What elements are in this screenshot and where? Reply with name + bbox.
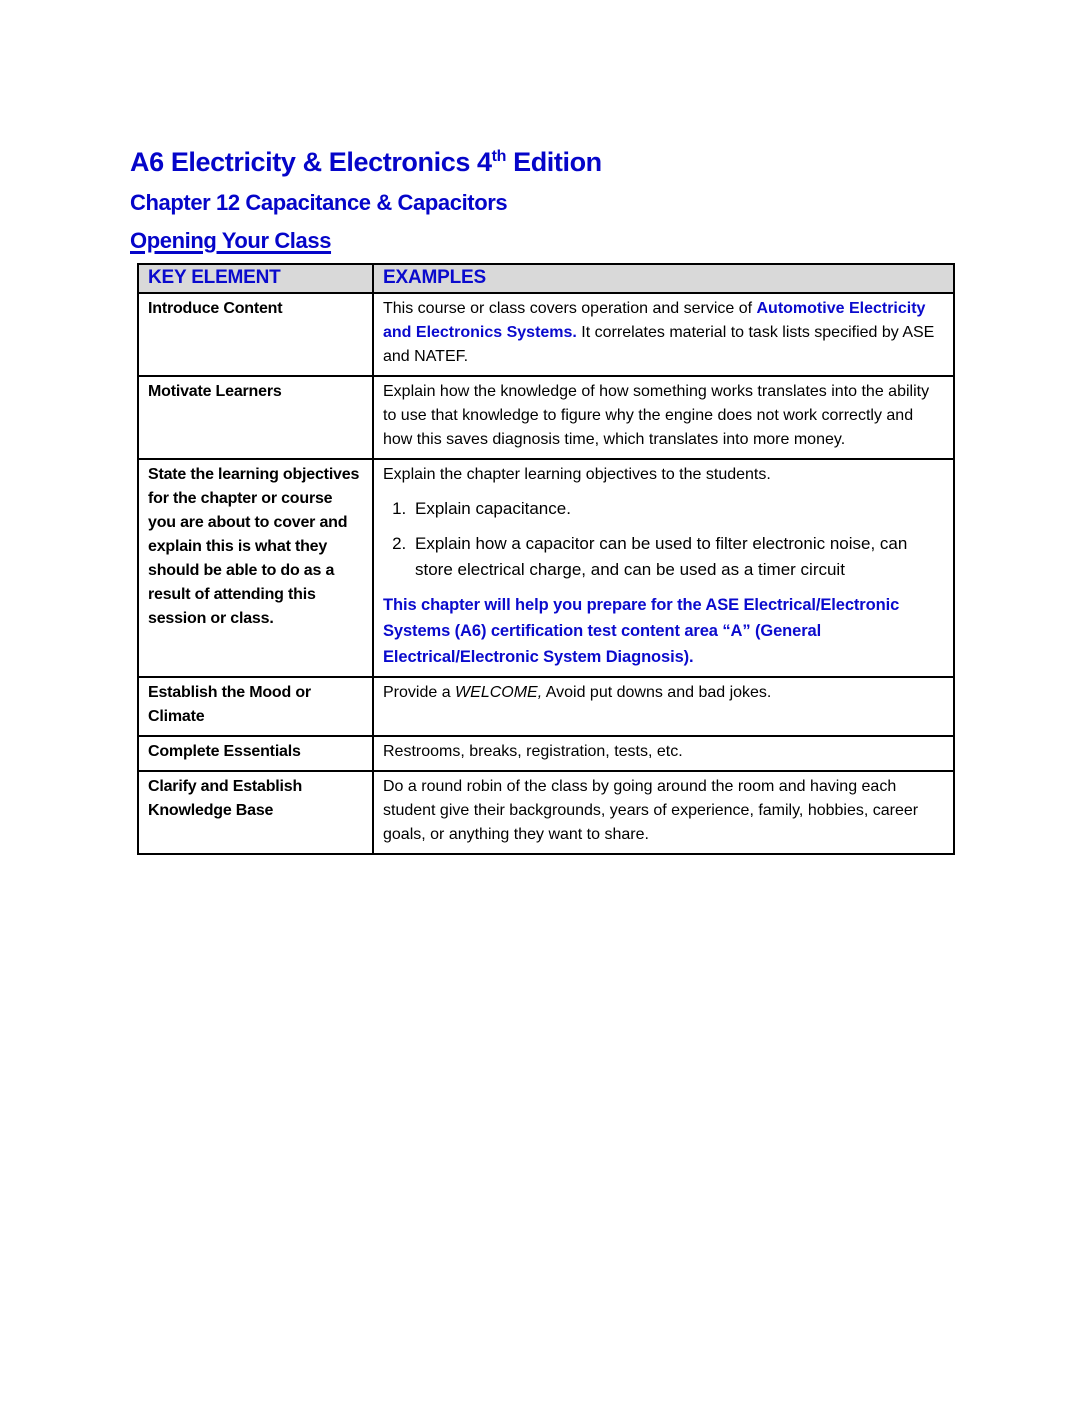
title-text: A6 Electricity & Electronics 4	[130, 147, 492, 177]
example-text: Avoid put downs and bad jokes.	[542, 684, 772, 701]
table-row-clarify-knowledge-base	[138, 771, 954, 854]
objectives-list	[386, 496, 943, 583]
table-header-row	[138, 264, 954, 293]
key-element-label: Complete Essentials	[138, 736, 373, 771]
table-row-introduce-content	[138, 293, 954, 376]
example-text: This course or class covers operation and service of	[383, 300, 757, 317]
example-text: It correlates material to task lists specified by ASE and NATEF.	[383, 324, 935, 365]
opening-class-table	[137, 263, 955, 855]
document-title	[130, 146, 955, 178]
key-element-label: State the learning objectives for the chapter or course you are about to cover and explain this is what they should be able to do as a result of attending this session or class.	[138, 459, 373, 677]
table-row-learning-objectives	[138, 459, 954, 677]
example-cell	[373, 677, 954, 736]
column-header-examples: EXAMPLES	[373, 264, 954, 293]
key-element-label: Clarify and Establish Knowledge Base	[138, 771, 373, 854]
table-row-establish-mood	[138, 677, 954, 736]
key-element-label: Establish the Mood or Climate	[138, 677, 373, 736]
example-cell: Restrooms, breaks, registration, tests, etc.	[373, 736, 954, 771]
example-cell: Do a round robin of the class by going around the room and having each student give their backgrounds, years of experience, family, hobbies, career goals, or anything they want to share.	[373, 771, 954, 854]
example-text: Provide a	[383, 684, 456, 701]
objective-item: 1. Explain capacitance.	[411, 496, 943, 522]
key-element-label: Introduce Content	[138, 293, 373, 376]
table-row-complete-essentials	[138, 736, 954, 771]
column-header-key-element: KEY ELEMENT	[138, 264, 373, 293]
chapter-heading: Chapter 12 Capacitance & Capacitors	[130, 190, 508, 215]
example-cell	[373, 293, 954, 376]
example-highlight-text: Automotive Electricity and Electronics Systems.	[383, 300, 926, 341]
title-tail: Edition	[505, 147, 602, 177]
example-cell	[373, 459, 954, 677]
table-row-motivate-learners	[138, 376, 954, 459]
section-heading: Opening Your Class	[130, 228, 332, 253]
example-cell: Explain how the knowledge of how something works translates into the ability to use that knowledge to figure why the engine does not work correctly and how this saves diagnosis time, which translates into more money.	[373, 376, 954, 459]
key-element-label: Motivate Learners	[138, 376, 373, 459]
ase-certification-note: This chapter will help you prepare for the ASE Electrical/Electronic Systems (A6) certification test content area “A” (General Electrical/Electronic System Diagnosis).	[383, 596, 900, 666]
example-italic-text: WELCOME,	[455, 684, 543, 701]
objective-item: 2. Explain how a capacitor can be used to filter electronic noise, can store electrical charge, and can be used as a timer circuit	[411, 531, 943, 583]
objectives-intro: Explain the chapter learning objectives to the students.	[383, 466, 771, 483]
title-superscript: th	[491, 148, 506, 165]
